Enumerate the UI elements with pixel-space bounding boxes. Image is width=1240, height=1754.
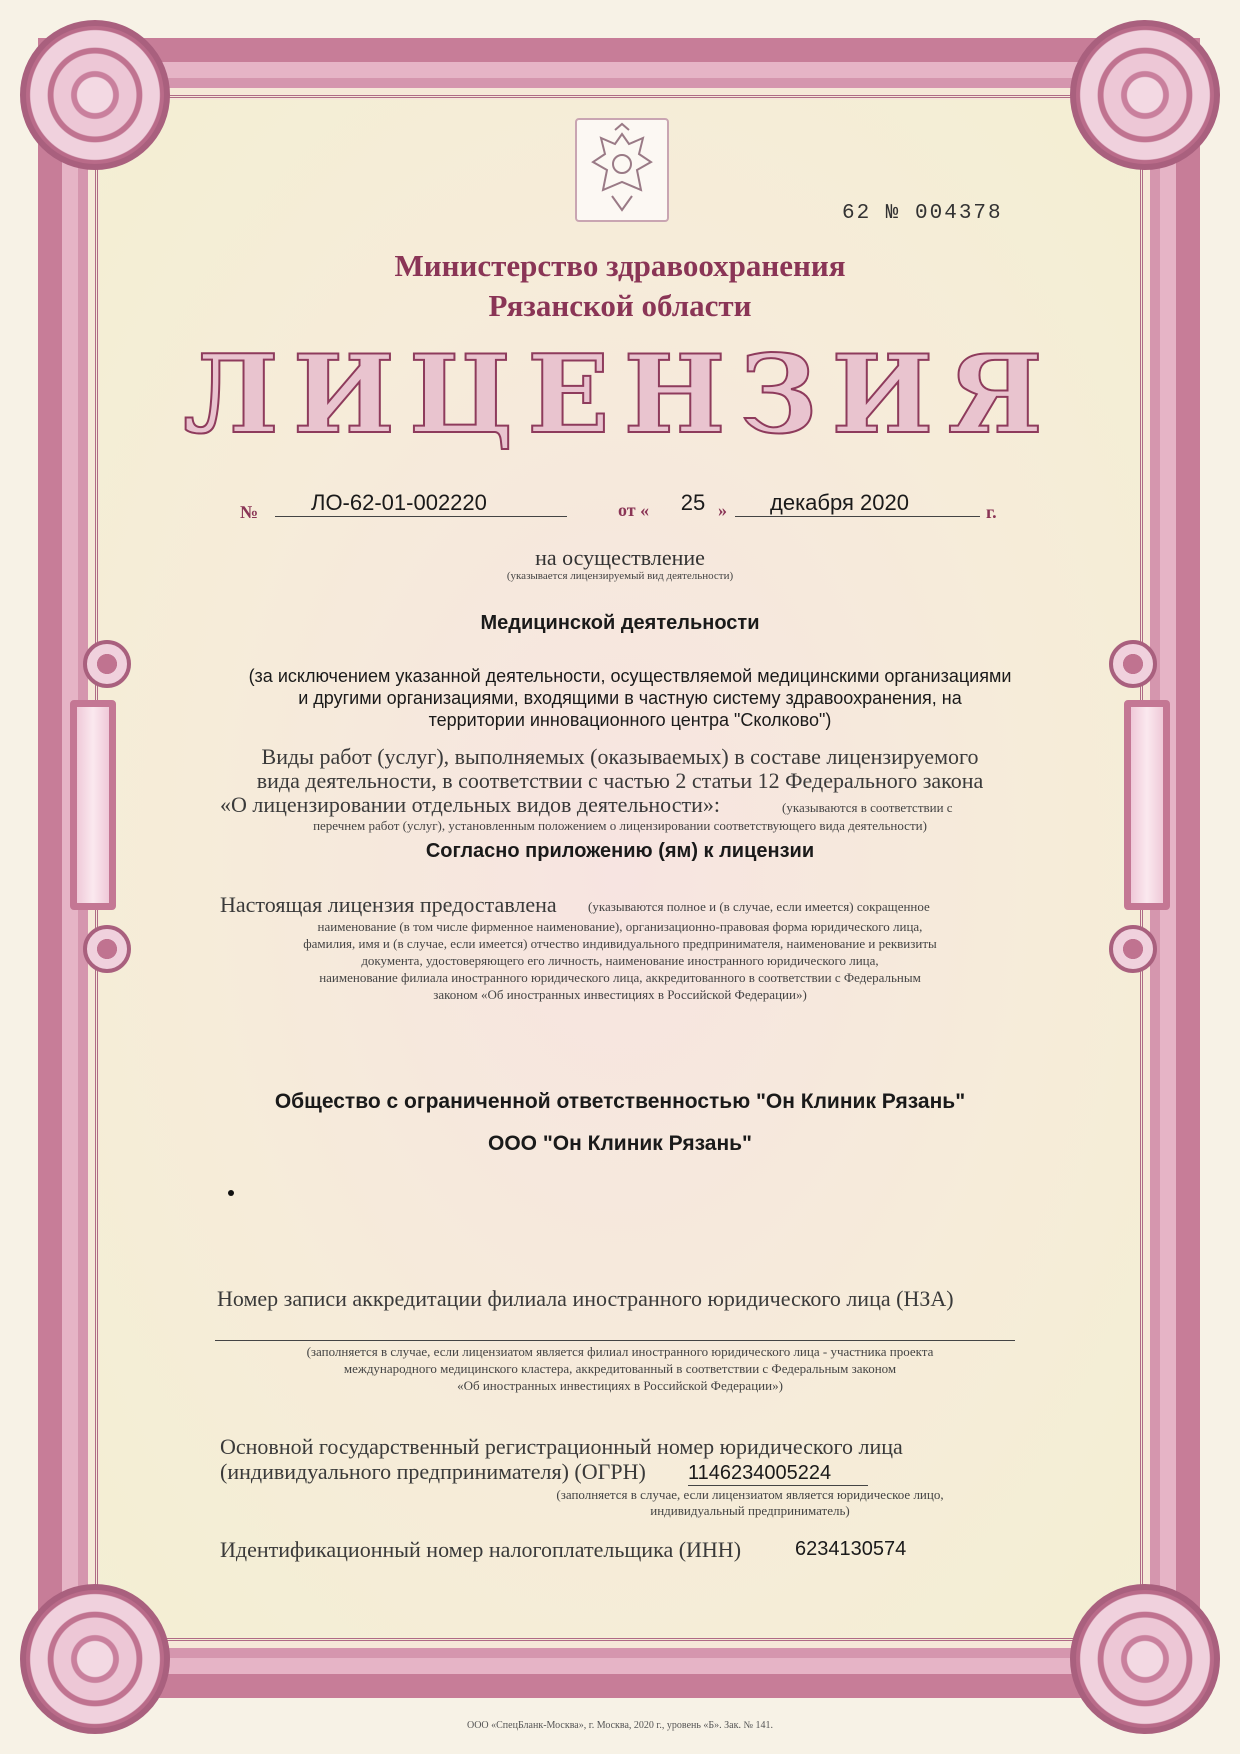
granted-hint-block [200, 918, 1040, 1003]
works-hint-continued: перечнем работ (услуг), установленным положением о лицензировании соответствующего вида деятельности) [313, 818, 927, 833]
nza-hint-line: (заполняется в случае, если лицензиатом является филиал иностранного юридического лица - участника проекта [306, 1344, 934, 1359]
granted-hint-line: документа, удостоверяющего его личность, наименование иностранного юридического лица, [361, 953, 879, 968]
granted-hint-line: законом «Об иностранных инвестициях в Российской Федерации») [433, 987, 807, 1002]
granted-hint-line: наименование филиала иностранного юридического лица, аккредитованного в соответствии с Федеральным [319, 970, 921, 985]
works-law-title: «О лицензировании отдельных видов деятельности»: [220, 792, 720, 817]
activity-exception-line: (за исключением указанной деятельности, осуществляемой медицинскими организациями [248, 666, 1012, 686]
works-paragraph [200, 745, 1040, 793]
document-title: ЛИЦЕНЗИЯ [183, 332, 1057, 458]
ogrn-hint-line: индивидуальный предприниматель) [650, 1503, 850, 1518]
ink-dot [228, 1190, 234, 1196]
license-number: ЛО-62-01-002220 [275, 490, 567, 517]
works-paragraph-line: вида деятельности, в соответствии с частью 2 статьи 12 Федерального закона [256, 768, 984, 793]
blank-serial-number: 62 № 004378 [842, 202, 1003, 225]
licensee-full-name: Общество с ограниченной ответственностью "Он Клиник Рязань" [274, 1090, 966, 1113]
coat-of-arms-icon [575, 118, 669, 222]
inn-value: 6234130574 [795, 1538, 907, 1560]
ogrn-hint-line: (заполняется в случае, если лицензиатом является юридическое лицо, [556, 1487, 944, 1502]
granted-hint-line: фамилия, имя и (в случае, если имеется) отчество индивидуального предпринимателя, наименование и реквизиты [303, 936, 937, 951]
nza-label: Номер записи аккредитации филиала иностранного юридического лица (НЗА) [217, 1286, 954, 1311]
nza-hint [200, 1343, 1040, 1394]
activity-exception-line: и другими организациями, входящими в частную систему здравоохранения, на [298, 688, 962, 708]
granted-label: Настоящая лицензия предоставлена [220, 892, 557, 917]
date-from-label: от « [618, 500, 650, 520]
ogrn-value: 1146234005224 [688, 1462, 868, 1486]
inn-label: Идентификационный номер налогоплательщика (ИНН) [220, 1537, 742, 1562]
works-value: Согласно приложению (ям) к лицензии [425, 840, 815, 862]
activity-type: Медицинской деятельности [480, 612, 760, 634]
activity-hint: (указывается лицензируемый вид деятельности) [506, 570, 734, 582]
activity-intro: на осуществление [535, 545, 705, 570]
number-label: № [240, 502, 259, 522]
ogrn-label: Основной государственный регистрационный номер юридического лица [220, 1434, 903, 1459]
license-day: 25 [680, 490, 706, 515]
license-month-year: декабря 2020 [735, 490, 980, 517]
issuing-authority-line: Рязанской области [488, 288, 752, 323]
granted-hint-line: наименование (в том числе фирменное наименование), организационно-правовая форма юридического лица, [317, 919, 923, 934]
works-hint: (указываются в соответствии с [782, 800, 953, 815]
nza-hint-line: «Об иностранных инвестициях в Российской Федерации») [457, 1378, 783, 1393]
activity-exception [180, 665, 1080, 731]
issuing-authority [250, 246, 990, 326]
ogrn-label-continued: (индивидуального предпринимателя) (ОГРН) [220, 1459, 646, 1484]
works-paragraph-line: Виды работ (услуг), выполняемых (оказываемых) в составе лицензируемого [261, 744, 979, 769]
year-suffix: г. [986, 502, 997, 522]
licensee-short-name: ООО "Он Клиник Рязань" [487, 1132, 753, 1155]
nza-hint-line: международного медицинского кластера, аккредитованный в соответствии с Федеральным законом [343, 1361, 897, 1376]
printer-imprint: ООО «СпецБланк-Москва», г. Москва, 2020 г., уровень «Б». Зак. № 141. [466, 1720, 774, 1731]
issuing-authority-line: Министерство здравоохранения [394, 248, 846, 283]
ogrn-hint [500, 1487, 1000, 1519]
granted-hint: (указываются полное и (в случае, если имеется) сокращенное [588, 899, 930, 914]
date-close-label: » [718, 500, 727, 520]
nza-value-line [215, 1340, 1015, 1341]
activity-exception-line: территории инновационного центра "Сколково") [428, 710, 832, 730]
